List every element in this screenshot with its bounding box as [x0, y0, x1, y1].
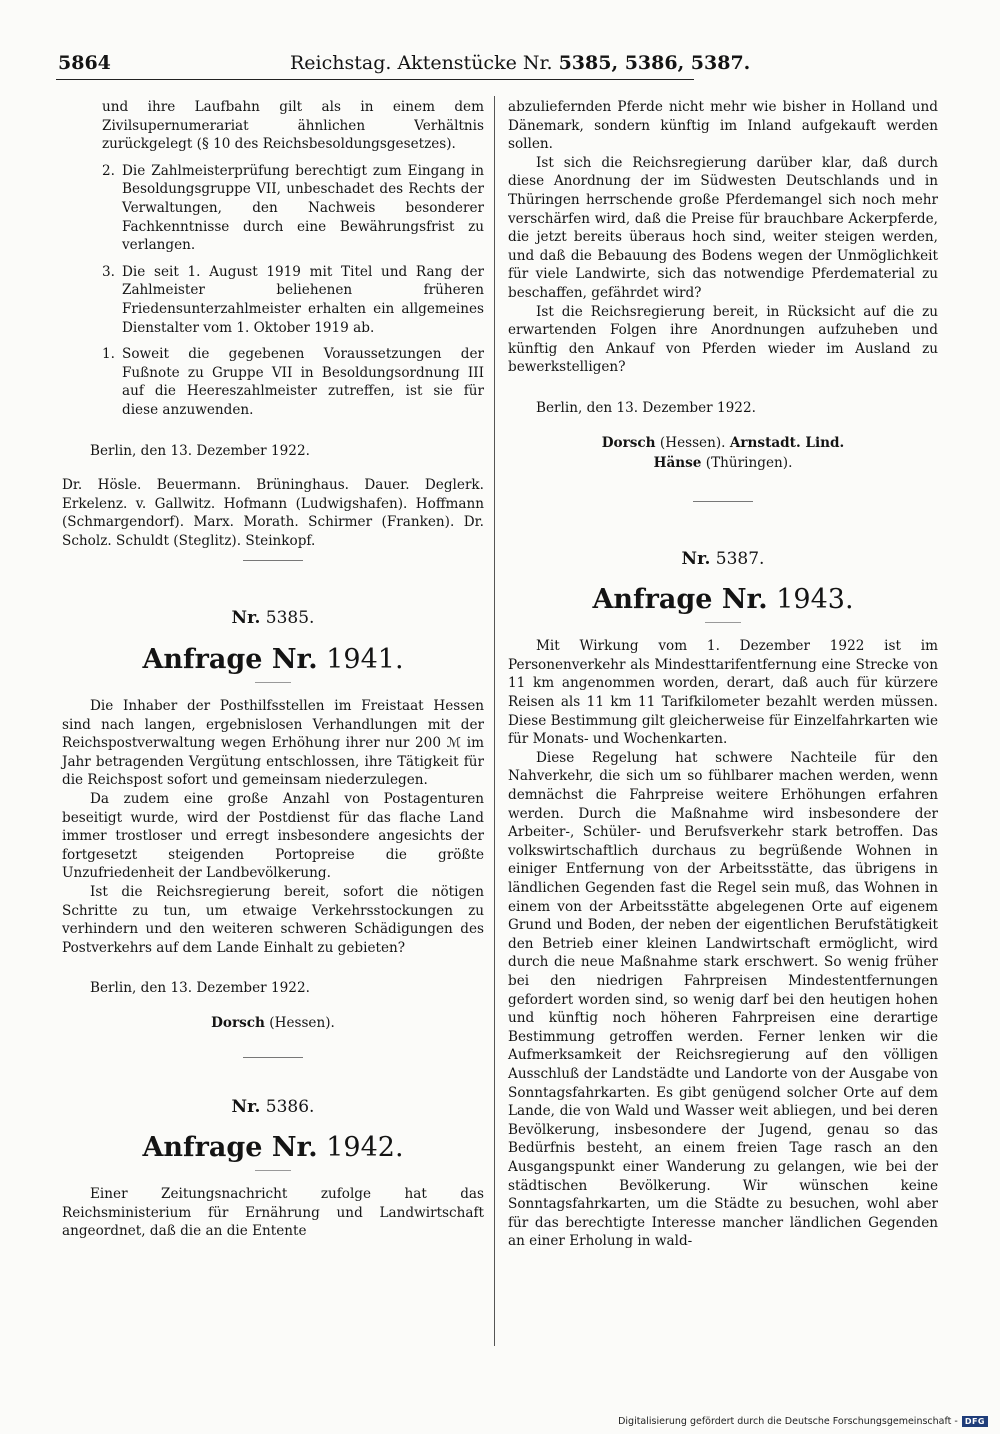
running-title — [290, 52, 750, 74]
nr-label: Nr. — [231, 1096, 261, 1117]
nr-label: Nr. — [231, 608, 261, 629]
right-column — [508, 98, 938, 1251]
anfrage-label: Anfrage Nr. — [592, 584, 768, 616]
heading-rule — [255, 682, 291, 683]
signer-place: (Hessen). — [269, 1014, 335, 1031]
section-divider — [243, 1057, 303, 1058]
signer-place: (Thüringen). — [705, 455, 793, 472]
signer-name: Dorsch — [601, 434, 656, 451]
list-item — [102, 345, 484, 419]
column-divider — [494, 96, 495, 1346]
signer-names: Arnstadt. Lind. — [729, 434, 845, 451]
paragraph: Diese Regelung hat schwere Nachteile für den Nahverkehr, die sich um so fühlbarer machen werden, wenn demnächst die Fahrpreise weitere Erhöhungen erfahren werden. Durch die Maßnahme wird insbesondere der Arbeiter-, Schüler- und Berufsverkehr stark betroffen. Das volkswirtschaftlich durchaus zu begrüßende Wohnen in einiger Entfernung von der Arbeitsstätte, das übrigens in ländlichen Gegenden fast die Regel sein muß, das Wohnen in einem von der Arbeitsstätte abgelegenen Orte auf eigenem Grund und Boden, der neben der eigentlichen Berufstätigkeit den Betrieb einer kleinen Landwirtschaft ermöglicht, wird durch die neue Maßnahme stark erschwert. So wenig früher bei den niedrigen Fahrpreisen Mindestentfernungen gefordert worden sind, so wenig darf bei den heutigen hohen und künftig noch höheren Fahrpreisen eine derartige Bestimmung getroffen werden. Ferner lenken wir die Aufmerksamkeit der Reichsregierung auf den völligen Ausschluß der Landstädte und Landorte von der Ausgabe von Sonntagsfahrkarten. Es gibt genügend solcher Orte auf dem Lande, die von Wald und Wasser weit abliegen, und bei deren Bevölkerung, insbesondere der Jugend, genau so das Bedürfnis besteht, an einem freien Tage rasch an den Ausgangspunkt einer Wanderung zu gelangen, wie bei der städtischen Bevölkerung. Wir wünschen keine Sonntagsfahrkarten, um die Städte zu besuchen, wohl aber für das berechtigte Interesse mancher ländlichen Gegenden an einer Erholung in wald- — [508, 749, 938, 1250]
anfrage-label: Anfrage Nr. — [142, 644, 318, 676]
date-line: Berlin, den 13. Dezember 1922. — [90, 980, 310, 997]
list-item-text: Die Zahlmeisterprüfung berechtigt zum Eingang in Besoldungsgruppe VII, unbeschadet des Rechts der Verwaltungen, den Nachweis besonderer Fachkenntnisse durch eine Bewährungsfrist zu verlangen. — [122, 162, 484, 254]
paragraph: Ist die Reichsregierung bereit, in Rücksicht auf die zu erwartenden Folgen ihre Anordnungen aufzuheben und künftig den Ankauf von Pferden wieder im Ausland zu bewerkstelligen? — [508, 303, 938, 376]
anfrage-value: 1941. — [326, 644, 404, 676]
inquiry-heading-1941 — [62, 644, 484, 676]
document-number-5387 — [508, 550, 938, 569]
page-number: 5864 — [58, 52, 111, 74]
paragraph: Da zudem eine große Anzahl von Postagenturen beseitigt wurde, wird der Postdienst für das flache Land immer trostloser und erregt insbesondere angesichts der fortgesetzt steigenden Portopreise die größte Unzufriedenheit der Landbevölkerung. — [62, 791, 484, 882]
section-divider — [693, 501, 753, 502]
anfrage-value: 1942. — [326, 1132, 404, 1164]
nr-value: 5386. — [265, 1096, 315, 1117]
paragraph: Einer Zeitungsnachricht zufolge hat das Reichsministerium für Ernährung und Landwirtschaft angeordnet, daß die an die Entente — [62, 1186, 484, 1240]
heading-rule — [255, 1170, 291, 1171]
left-column — [62, 98, 484, 1241]
paragraph: Mit Wirkung vom 1. Dezember 1922 ist im Personenverkehr als Mindesttarifentfernung eine Strecke von 11 km angenommen worden, derart, daß auch für kürzere Reisen als 11 km 11 Tarifkilometer bezahlt werden müssen. Diese Bestimmung gilt gleicherweise für Einzelfahrkarten wie für Monats- und Wochenkarten. — [508, 638, 938, 748]
signer-name: Hänse — [653, 455, 702, 472]
list-item-number: 2. — [102, 162, 115, 179]
credit-text: Digitalisierung gefördert durch die Deutsche Forschungsgemeinschaft - — [618, 1416, 958, 1427]
signatories: Dr. Hösle. Beuermann. Brüninghaus. Dauer. Deglerk. Erkelenz. v. Gallwitz. Hofmann (Ludwigshafen). Hoffmann (Schmargendorf). Marx. Morath. Schirmer (Franken). Dr. Scholz. Schuldt (Steglitz). Steinkopf. — [62, 477, 484, 549]
list-item — [102, 162, 484, 255]
signer-place: (Hessen). — [659, 434, 726, 451]
inquiry-heading-1942 — [62, 1132, 484, 1164]
dfg-logo-icon: DFG — [962, 1416, 988, 1427]
paragraph-continued: abzuliefernden Pferde nicht mehr wie bisher in Holland und Dänemark, sondern künftig im Inland aufgekauft werden sollen. — [508, 99, 938, 153]
paragraph: Ist sich die Reichsregierung darüber klar, daß durch diese Anordnung der im Südwesten Deutschlands und in Thüringen herrschende große Pferdemangel sich noch mehr verschärfen wird, daß die Preise für brauchbare Ackerpferde, die jetzt bereits überaus hoch sind, weiter steigen werden, und daß die Bebauung des Bodens wegen der Unmöglichkeit für viele Landwirte, sich das notwendige Pferdematerial zu beschaffen, gefährdet wird? — [508, 154, 938, 301]
date-line: Berlin, den 13. Dezember 1922. — [536, 399, 756, 416]
signer-name: Dorsch — [211, 1014, 265, 1031]
list-item-text: Soweit die gegebenen Voraussetzungen der Fußnote zu Gruppe VII in Besoldungsordnung III auf die Heereszahlmeister zutreffen, ist sie für diese anzuwenden. — [122, 346, 484, 418]
list-item-number: 1. — [102, 346, 115, 363]
nr-value: 5387. — [715, 548, 765, 569]
paragraph: Die Inhaber der Posthilfsstellen im Freistaat Hessen sind nach langen, ergebnislosen Verhandlungen mit der Reichspostverwaltung wegen Erhöhung ihrer nur 200 ℳ im Jahr betragenden Vergütung entschlossen, ihre Tätigkeit für die Reichspost sofort und gemeinsam niederzulegen. — [62, 698, 484, 789]
nr-label: Nr. — [681, 548, 711, 569]
running-title-prefix: Reichstag. Aktenstücke Nr. — [290, 52, 553, 74]
signature — [508, 454, 938, 473]
anfrage-label: Anfrage Nr. — [142, 1132, 318, 1164]
inquiry-heading-1943 — [508, 584, 938, 616]
list-item-number: 3. — [102, 263, 115, 280]
continued-clause: und ihre Laufbahn gilt als in einem dem Zivilsupernumerariat ähnlichen Verhältnis zurückgelegt (§ 10 des Reichsbesoldungsgesetzes). — [102, 99, 484, 153]
digitization-credit — [618, 1416, 988, 1427]
list-item — [102, 263, 484, 337]
page-header — [58, 50, 751, 80]
running-title-numbers: 5385, 5386, 5387. — [558, 52, 751, 74]
list-item-text: Die seit 1. August 1919 mit Titel und Rang der Zahlmeister beliehenen früheren Friedensunterzahlmeister erhalten ein allgemeines Dienstalter vom 1. Oktober 1919 ab. — [122, 263, 484, 336]
nr-value: 5385. — [265, 608, 315, 629]
signature — [508, 434, 938, 453]
header-rule — [56, 79, 694, 80]
document-number-5385 — [62, 609, 484, 628]
document-number-5386 — [62, 1098, 484, 1117]
section-divider — [243, 560, 303, 561]
date-line: Berlin, den 13. Dezember 1922. — [90, 442, 310, 459]
paragraph: Ist die Reichsregierung bereit, sofort die nötigen Schritte zu tun, um etwaige Verkehrsstockungen zu verhindern und den weiteren schweren Schädigungen des Postverkehrs auf dem Lande Einhalt zu gebieten? — [62, 884, 484, 956]
heading-rule — [705, 622, 741, 623]
signature — [62, 1014, 484, 1033]
anfrage-value: 1943. — [776, 584, 854, 616]
